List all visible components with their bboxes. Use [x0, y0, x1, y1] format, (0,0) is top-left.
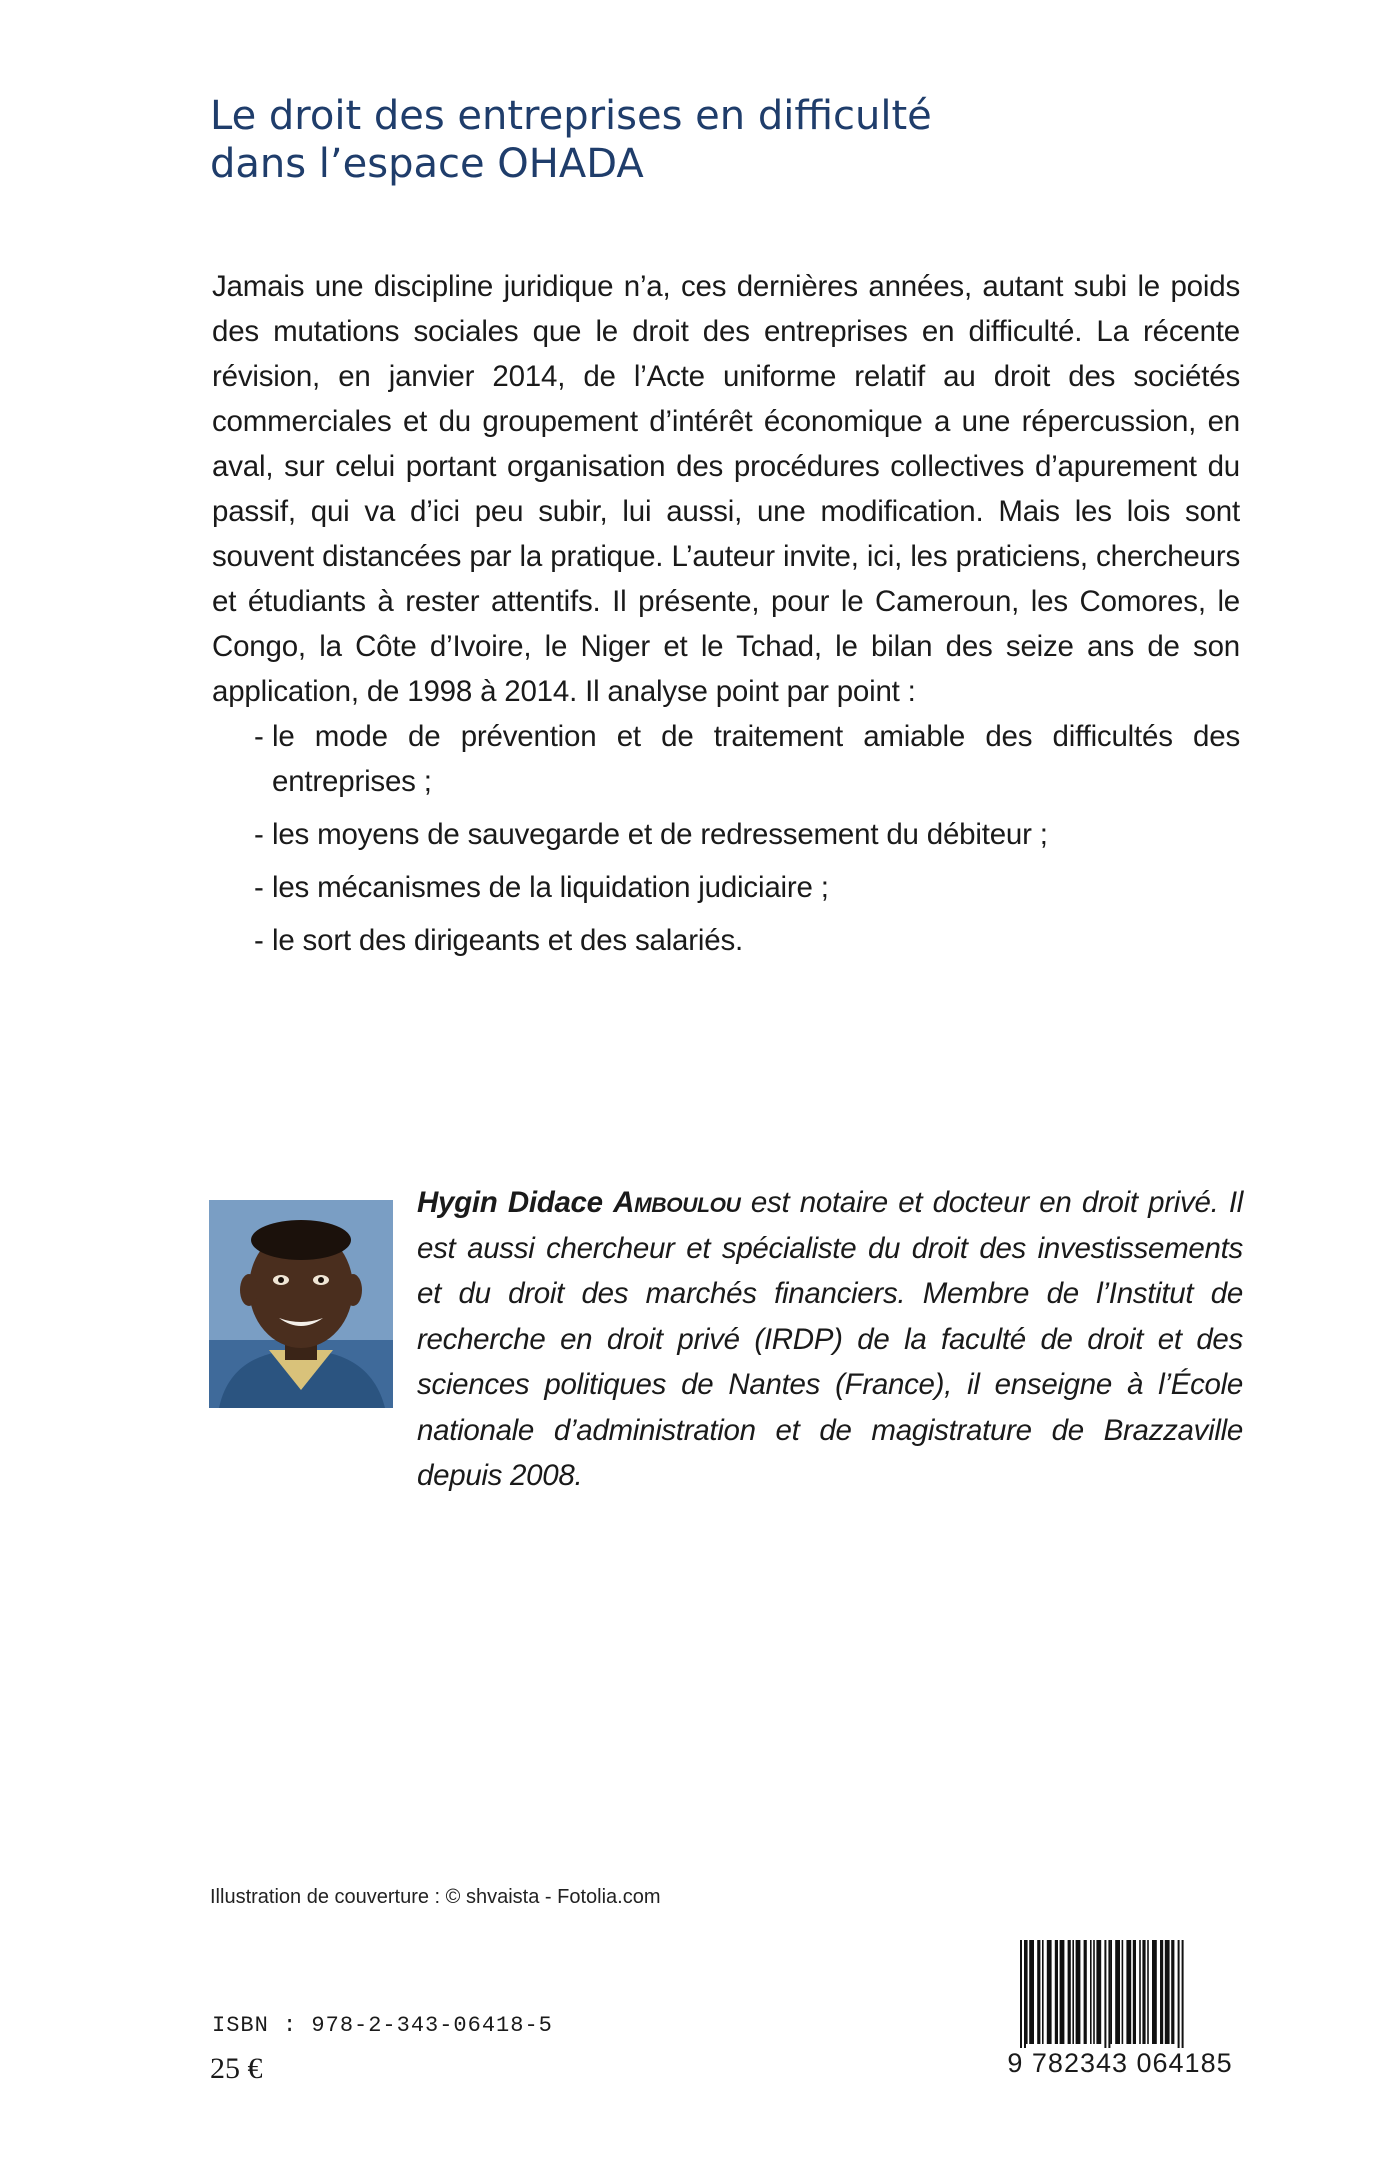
bullet-dash: - [254, 720, 264, 753]
barcode-bar [1055, 1940, 1058, 2044]
barcode-bar [1093, 1940, 1095, 2044]
price: 25 € [210, 2052, 263, 2085]
barcode-bar [1110, 1940, 1112, 2044]
barcode-bar [1096, 1940, 1101, 2044]
barcode-digits: 9 782343 064185 [1000, 2048, 1240, 2078]
summary-paragraph: Jamais une discipline juridique n’a, ces dernières années, autant subi le poids des mutations sociales que le droit des entreprises en difficulté. La récente révision, en janvier 2014, de l’Acte uniforme relatif au droit des sociétés commerciales et du groupement d’intérêt économique a une répercussion, en aval, sur celui portant organisation des procédures collectives d’apurement du passif, qui va d’ici peu subir, lui aussi, une modification. Mais les lois sont souvent distancées par la pratique. L’auteur invite, ici, les praticiens, chercheurs et étudiants à rester attentifs. Il présente, pour le Cameroun, les Comores, le Congo, la Côte d’Ivoire, le Niger et le Tchad, le bilan des seize ans de son application, de 1998 à 2014. Il analyse point par point : [212, 270, 1240, 708]
barcode-bar [1084, 1940, 1087, 2044]
cover-illustration-credit: Illustration de couverture : © shvaista - Fotolia.com [210, 1886, 661, 1908]
author-surname: Amboulou [613, 1186, 741, 1219]
barcode-bar [1072, 1940, 1074, 2044]
barcode-bar [1142, 1940, 1145, 2044]
author-photo [209, 1200, 393, 1408]
barcode-bar [1139, 1940, 1141, 2044]
bullet-text: les moyens de sauvegarde et de redressement du débiteur ; [272, 818, 1048, 851]
barcode-bar [1160, 1940, 1163, 2044]
summary-bullet [212, 865, 1240, 910]
author-portrait-illustration [209, 1200, 393, 1408]
barcode-guard-bar [1182, 1940, 1184, 2058]
barcode-bar [1165, 1940, 1170, 2044]
barcode-bar [1115, 1940, 1120, 2044]
barcode-bar [1152, 1940, 1157, 2044]
bullet-dash: - [254, 871, 264, 904]
barcode-guard-bar [1020, 1940, 1022, 2058]
barcode-bar [1133, 1940, 1136, 2044]
isbn: ISBN : 978-2-343-06418-5 [212, 2013, 553, 2038]
barcode-bar [1171, 1940, 1174, 2044]
book-title [210, 92, 1210, 188]
barcode-bar [1076, 1940, 1081, 2044]
bullet-dash: - [254, 818, 264, 851]
barcode-bar [1060, 1940, 1065, 2044]
bullet-text: le sort des dirigeants et des salariés. [272, 924, 743, 957]
barcode-guard-bar [1108, 1940, 1110, 2058]
barcode-guard-bar [1178, 1940, 1180, 2058]
bullet-text: le mode de prévention et de traitement amiable des difficultés des entreprises ; [272, 720, 1240, 798]
barcode-bar [1029, 1940, 1034, 2044]
summary-bullet [212, 812, 1240, 857]
summary-bullet [212, 918, 1240, 963]
summary-bullet-list [212, 714, 1240, 963]
barcode-bar [1090, 1940, 1092, 2044]
barcode-guard-bar [1104, 1940, 1106, 2058]
barcode-bar [1047, 1940, 1052, 2044]
barcode-bar [1126, 1940, 1131, 2044]
barcode-bar [1042, 1940, 1044, 2044]
barcode-bar [1122, 1940, 1124, 2044]
bullet-text: les mécanismes de la liquidation judiciaire ; [272, 871, 829, 904]
barcode-bar [1037, 1940, 1040, 2044]
barcode-guard-bar [1024, 1940, 1026, 2058]
summary-bullet [212, 714, 1240, 804]
barcode-bar [1147, 1940, 1149, 2044]
barcode-bar [1026, 1940, 1028, 2044]
book-title-line-2: dans l’espace OHADA [210, 141, 644, 187]
bullet-dash: - [254, 924, 264, 957]
book-title-line-1: Le droit des entreprises en difficulté [210, 93, 932, 139]
author-bio [417, 1180, 1243, 1499]
barcode-bar [1068, 1940, 1071, 2044]
book-summary [212, 264, 1240, 971]
author-first-names: Hygin Didace [417, 1186, 614, 1219]
author-bio-text: est notaire et docteur en droit privé. Il est aussi chercheur et spécialiste du droit des investissements et du droit des marchés financiers. Membre de l’Institut de recherche en droit privé (IRDP) de la faculté de droit et des sciences politiques de Nantes (France), il enseigne à l’École nationale d’administration et de magistrature de Brazzaville depuis 2008. [417, 1186, 1243, 1492]
